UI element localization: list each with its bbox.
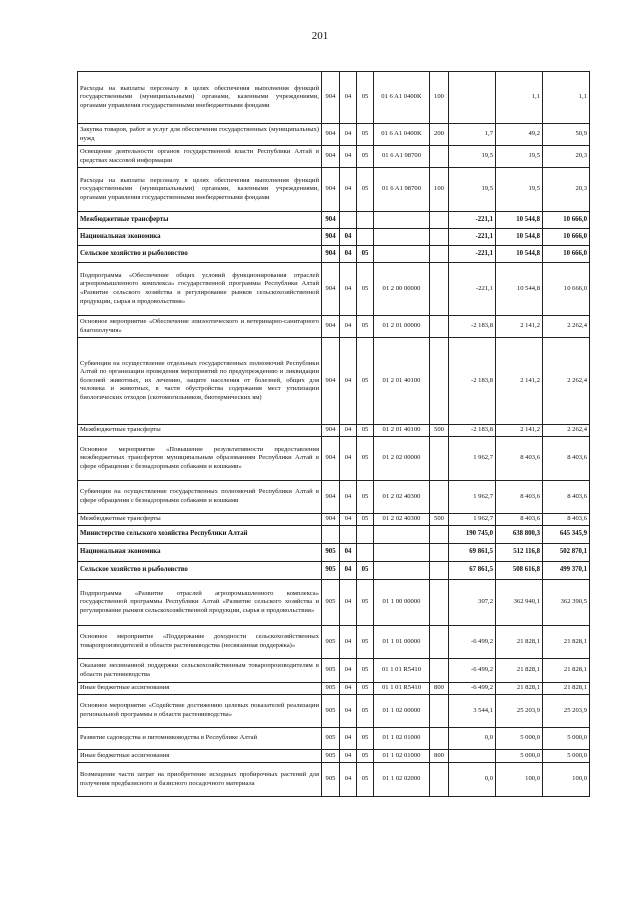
table-row (78, 526, 590, 544)
cell-amount-1: 19,5 (449, 168, 496, 212)
cell-subsection: 05 (357, 72, 374, 124)
cell-admin-code: 904 (322, 263, 340, 316)
cell-name: Основное мероприятие «Поддержание доходности сельскохозяйственных товаропроизводителей в области растениеводства (несвязанная поддержка)» (78, 626, 322, 659)
cell-section: 04 (340, 763, 357, 797)
cell-target-article: 01 1 02 00000 (374, 695, 430, 728)
cell-admin-code: 904 (322, 146, 340, 168)
cell-section: 04 (340, 168, 357, 212)
cell-subsection (357, 544, 374, 562)
cell-amount-1: 3 544,1 (449, 695, 496, 728)
cell-expense-type: 100 (430, 72, 449, 124)
cell-admin-code: 905 (322, 544, 340, 562)
table-row (78, 750, 590, 763)
cell-section: 04 (340, 626, 357, 659)
cell-amount-2: 512 116,8 (496, 544, 543, 562)
cell-expense-type (430, 544, 449, 562)
cell-subsection: 05 (357, 437, 374, 481)
cell-section: 04 (340, 544, 357, 562)
table-row (78, 263, 590, 316)
cell-name: Субвенции на осуществление отдельных государственных полномочий Республики Алтай по организации проведения мероприятий по предупреждению и ликвидации болезней животных, их лечению, защите населения от болезней, общих для человека и животных, в части обустройства содержания мест утилизации биологических отходов (скотомогильников, биотермических ям) (78, 338, 322, 425)
table-row (78, 695, 590, 728)
cell-target-article: 01 2 01 00000 (374, 316, 430, 338)
cell-section (340, 526, 357, 544)
cell-subsection: 05 (357, 246, 374, 263)
cell-amount-3: 502 870,1 (543, 544, 590, 562)
cell-amount-2: 10 544,8 (496, 212, 543, 229)
cell-amount-1: 0,0 (449, 763, 496, 797)
cell-amount-2: 2 141,2 (496, 425, 543, 437)
budget-table (77, 71, 590, 797)
cell-target-article (374, 229, 430, 246)
cell-section: 04 (340, 481, 357, 514)
table-row (78, 425, 590, 437)
cell-admin-code: 904 (322, 246, 340, 263)
cell-admin-code: 905 (322, 683, 340, 695)
cell-name: Основное мероприятие «Повышение результативности предоставления межбюджетных трансфертов муниципальным образованиям Республики Алтай в сфере обращения с безнадзорными собаками и кошками» (78, 437, 322, 481)
cell-amount-2: 8 403,6 (496, 481, 543, 514)
cell-section: 04 (340, 316, 357, 338)
cell-admin-code: 904 (322, 124, 340, 146)
cell-amount-1: 67 861,5 (449, 562, 496, 580)
cell-amount-1: 1 962,7 (449, 437, 496, 481)
cell-target-article: 01 6 A1 98700 (374, 146, 430, 168)
cell-amount-1: -2 183,8 (449, 338, 496, 425)
cell-amount-2: 8 403,6 (496, 437, 543, 481)
cell-section: 04 (340, 683, 357, 695)
cell-target-article: 01 6 A1 0400K (374, 124, 430, 146)
cell-admin-code (322, 526, 340, 544)
cell-name: Национальная экономика (78, 229, 322, 246)
cell-amount-3: 21 828,1 (543, 626, 590, 659)
cell-target-article: 01 1 02 01000 (374, 750, 430, 763)
cell-admin-code: 905 (322, 562, 340, 580)
cell-amount-3: 25 203,9 (543, 695, 590, 728)
cell-subsection: 05 (357, 580, 374, 626)
cell-amount-3: 5 000,0 (543, 728, 590, 750)
cell-expense-type (430, 316, 449, 338)
cell-amount-3: 2 262,4 (543, 316, 590, 338)
cell-amount-2: 5 000,0 (496, 750, 543, 763)
cell-admin-code: 904 (322, 168, 340, 212)
cell-amount-1: 1 962,7 (449, 481, 496, 514)
cell-amount-2: 21 828,1 (496, 683, 543, 695)
table-row (78, 763, 590, 797)
cell-expense-type (430, 338, 449, 425)
cell-subsection: 05 (357, 562, 374, 580)
cell-admin-code: 904 (322, 212, 340, 229)
cell-name: Межбюджетные трансферты (78, 514, 322, 526)
cell-target-article: 01 2 00 00000 (374, 263, 430, 316)
cell-expense-type (430, 626, 449, 659)
table-row (78, 146, 590, 168)
cell-amount-3: 10 666,0 (543, 246, 590, 263)
cell-admin-code: 904 (322, 437, 340, 481)
cell-amount-1: -6 499,2 (449, 626, 496, 659)
cell-section (340, 212, 357, 229)
cell-expense-type: 100 (430, 168, 449, 212)
cell-section: 04 (340, 146, 357, 168)
cell-amount-2: 2 141,2 (496, 316, 543, 338)
cell-subsection: 05 (357, 626, 374, 659)
cell-expense-type (430, 526, 449, 544)
cell-name: Основное мероприятие «Обеспечение эпизоотического и ветеринарно-санитарного благополучия» (78, 316, 322, 338)
cell-admin-code: 904 (322, 481, 340, 514)
cell-expense-type (430, 246, 449, 263)
cell-subsection: 05 (357, 263, 374, 316)
cell-expense-type: 800 (430, 750, 449, 763)
cell-subsection: 05 (357, 338, 374, 425)
cell-section: 04 (340, 514, 357, 526)
cell-admin-code: 905 (322, 728, 340, 750)
cell-target-article (374, 526, 430, 544)
cell-name: Освещение деятельности органов государственной власти Республики Алтай в средствах массовой информации (78, 146, 322, 168)
cell-section: 04 (340, 659, 357, 683)
cell-section: 04 (340, 750, 357, 763)
cell-amount-2: 2 141,2 (496, 338, 543, 425)
cell-amount-3: 2 262,4 (543, 425, 590, 437)
table-row (78, 626, 590, 659)
cell-section: 04 (340, 229, 357, 246)
cell-section: 04 (340, 72, 357, 124)
cell-amount-2: 8 403,6 (496, 514, 543, 526)
cell-amount-1: -221,1 (449, 229, 496, 246)
cell-admin-code: 905 (322, 659, 340, 683)
cell-admin-code: 905 (322, 695, 340, 728)
cell-subsection (357, 212, 374, 229)
cell-amount-3: 8 403,6 (543, 437, 590, 481)
cell-amount-2: 10 544,8 (496, 263, 543, 316)
cell-amount-2: 362 940,1 (496, 580, 543, 626)
cell-amount-3: 5 000,0 (543, 750, 590, 763)
cell-name: Национальная экономика (78, 544, 322, 562)
cell-target-article: 01 1 00 00000 (374, 580, 430, 626)
cell-admin-code: 904 (322, 72, 340, 124)
cell-name: Иные бюджетные ассигнования (78, 683, 322, 695)
cell-subsection: 05 (357, 514, 374, 526)
cell-subsection: 05 (357, 750, 374, 763)
cell-target-article: 01 2 02 40300 (374, 481, 430, 514)
cell-amount-1 (449, 750, 496, 763)
cell-amount-3: 10 666,0 (543, 263, 590, 316)
cell-name: Межбюджетные трансферты (78, 425, 322, 437)
cell-subsection: 05 (357, 481, 374, 514)
cell-target-article: 01 2 01 40100 (374, 425, 430, 437)
cell-amount-1: 19,5 (449, 146, 496, 168)
cell-expense-type: 800 (430, 683, 449, 695)
cell-subsection: 05 (357, 728, 374, 750)
cell-amount-3: 8 403,6 (543, 481, 590, 514)
cell-target-article: 01 1 01 R5410 (374, 659, 430, 683)
cell-amount-2: 638 800,3 (496, 526, 543, 544)
cell-subsection: 05 (357, 124, 374, 146)
table-row (78, 72, 590, 124)
cell-name: Сельское хозяйство и рыболовство (78, 562, 322, 580)
cell-subsection (357, 526, 374, 544)
cell-admin-code: 905 (322, 580, 340, 626)
cell-subsection: 05 (357, 146, 374, 168)
cell-amount-3: 10 666,0 (543, 212, 590, 229)
cell-amount-3: 8 403,6 (543, 514, 590, 526)
cell-target-article (374, 544, 430, 562)
cell-amount-1: -2 183,8 (449, 425, 496, 437)
cell-name: Оказание несвязанной поддержки сельскохозяйственным товаропроизводителям в области растениеводства (78, 659, 322, 683)
cell-section: 04 (340, 124, 357, 146)
cell-amount-1: 69 861,5 (449, 544, 496, 562)
table-row (78, 168, 590, 212)
cell-name: Развитие садоводства и питомниководства в Республике Алтай (78, 728, 322, 750)
cell-amount-2: 1,1 (496, 72, 543, 124)
cell-amount-2: 21 828,1 (496, 626, 543, 659)
cell-target-article (374, 212, 430, 229)
cell-expense-type: 200 (430, 124, 449, 146)
cell-name: Основное мероприятие «Содействие достижению целевых показателей реализации региональной программы в области растениеводства» (78, 695, 322, 728)
cell-section: 04 (340, 728, 357, 750)
cell-name: Расходы на выплаты персоналу в целях обеспечения выполнения функций государственными (муниципальными) органами, казенными учреждениями, органами управления государственными внебюджетными фондами (78, 168, 322, 212)
cell-amount-3: 20,3 (543, 168, 590, 212)
table-row (78, 728, 590, 750)
cell-expense-type (430, 437, 449, 481)
cell-name: Министерство сельского хозяйства Республики Алтай (78, 526, 322, 544)
cell-amount-1: 307,2 (449, 580, 496, 626)
cell-amount-3: 499 370,1 (543, 562, 590, 580)
cell-amount-2: 10 544,8 (496, 229, 543, 246)
cell-target-article: 01 2 02 40300 (374, 514, 430, 526)
cell-target-article: 01 2 02 00000 (374, 437, 430, 481)
cell-amount-2: 19,5 (496, 168, 543, 212)
cell-amount-1: -6 499,2 (449, 683, 496, 695)
cell-target-article: 01 1 02 01000 (374, 728, 430, 750)
cell-expense-type: 500 (430, 425, 449, 437)
cell-admin-code: 904 (322, 338, 340, 425)
cell-name: Субвенции на осуществление государственных полномочий Республики Алтай в сфере обращения с безнадзорными собаками и кошками (78, 481, 322, 514)
cell-amount-3: 100,0 (543, 763, 590, 797)
table-row (78, 316, 590, 338)
cell-name: Межбюджетные трансферты (78, 212, 322, 229)
cell-subsection: 05 (357, 168, 374, 212)
cell-amount-3: 2 262,4 (543, 338, 590, 425)
cell-amount-3: 10 666,0 (543, 229, 590, 246)
table-row (78, 659, 590, 683)
cell-subsection: 05 (357, 695, 374, 728)
cell-admin-code: 904 (322, 316, 340, 338)
cell-expense-type (430, 728, 449, 750)
cell-name: Возмещение части затрат на приобретение исходных пробирочных растений для получения предбазисного и базисного посадочного материала (78, 763, 322, 797)
cell-amount-1: -6 499,2 (449, 659, 496, 683)
cell-section: 04 (340, 695, 357, 728)
cell-target-article: 01 2 01 40100 (374, 338, 430, 425)
cell-section: 04 (340, 246, 357, 263)
cell-name: Закупка товаров, работ и услуг для обеспечения государственных (муниципальных) нужд (78, 124, 322, 146)
cell-section: 04 (340, 263, 357, 316)
cell-name: Иные бюджетные ассигнования (78, 750, 322, 763)
cell-amount-1: 1 962,7 (449, 514, 496, 526)
table-row (78, 481, 590, 514)
cell-subsection: 05 (357, 659, 374, 683)
table-row (78, 544, 590, 562)
cell-section: 04 (340, 580, 357, 626)
cell-amount-2: 10 544,8 (496, 246, 543, 263)
cell-amount-1: 0,0 (449, 728, 496, 750)
cell-amount-3: 20,3 (543, 146, 590, 168)
cell-target-article: 01 1 01 00000 (374, 626, 430, 659)
cell-section: 04 (340, 562, 357, 580)
cell-amount-3: 21 828,1 (543, 683, 590, 695)
cell-amount-1 (449, 72, 496, 124)
cell-amount-3: 362 390,5 (543, 580, 590, 626)
cell-name: Расходы на выплаты персоналу в целях обеспечения выполнения функций государственными (муниципальными) органами, казенными учреждениями, органами управления государственными внебюджетными фондами (78, 72, 322, 124)
page-number: 201 (311, 30, 329, 42)
cell-admin-code: 905 (322, 626, 340, 659)
cell-admin-code: 905 (322, 750, 340, 763)
table-row (78, 124, 590, 146)
cell-target-article: 01 6 A1 0400K (374, 72, 430, 124)
cell-amount-1: 190 745,0 (449, 526, 496, 544)
cell-name: Сельское хозяйство и рыболовство (78, 246, 322, 263)
cell-amount-2: 100,0 (496, 763, 543, 797)
cell-subsection: 05 (357, 425, 374, 437)
table-row (78, 562, 590, 580)
cell-amount-1: -221,1 (449, 246, 496, 263)
cell-amount-3: 50,9 (543, 124, 590, 146)
cell-target-article: 01 6 A1 98700 (374, 168, 430, 212)
table-row (78, 580, 590, 626)
cell-expense-type: 500 (430, 514, 449, 526)
cell-expense-type (430, 229, 449, 246)
cell-subsection: 05 (357, 316, 374, 338)
cell-amount-2: 19,5 (496, 146, 543, 168)
cell-amount-1: -221,1 (449, 263, 496, 316)
cell-section: 04 (340, 425, 357, 437)
cell-name: Подпрограмма «Развитие отраслей агропромышленного комплекса» государственной программы Республики Алтай «Развитие сельского хозяйства и регулирование рынков сельскохозяйственной продукции, сырья и продовольствия» (78, 580, 322, 626)
cell-section: 04 (340, 437, 357, 481)
cell-amount-2: 21 828,1 (496, 659, 543, 683)
table-row (78, 229, 590, 246)
cell-amount-2: 508 616,8 (496, 562, 543, 580)
cell-target-article (374, 562, 430, 580)
cell-admin-code: 904 (322, 229, 340, 246)
cell-amount-2: 49,2 (496, 124, 543, 146)
cell-admin-code: 904 (322, 425, 340, 437)
cell-amount-1: -2 183,8 (449, 316, 496, 338)
cell-subsection: 05 (357, 763, 374, 797)
cell-amount-3: 1,1 (543, 72, 590, 124)
cell-expense-type (430, 695, 449, 728)
cell-section: 04 (340, 338, 357, 425)
cell-target-article (374, 246, 430, 263)
table-row (78, 683, 590, 695)
cell-admin-code: 905 (322, 763, 340, 797)
cell-expense-type (430, 763, 449, 797)
cell-expense-type (430, 562, 449, 580)
cell-amount-3: 21 828,1 (543, 659, 590, 683)
table-row (78, 212, 590, 229)
cell-name: Подпрограмма «Обеспечение общих условий функционирования отраслей агропромышленного комплекса» государственной программы Республики Алтай «Развитие сельского хозяйства и регулирование рынков сельскохозяйственной продукции, сырья и продовольствия» (78, 263, 322, 316)
table-row (78, 246, 590, 263)
table-row (78, 338, 590, 425)
cell-expense-type (430, 263, 449, 316)
cell-expense-type (430, 659, 449, 683)
table-row (78, 514, 590, 526)
cell-amount-1: 1,7 (449, 124, 496, 146)
cell-amount-2: 25 203,9 (496, 695, 543, 728)
cell-expense-type (430, 212, 449, 229)
table-row (78, 437, 590, 481)
cell-amount-3: 645 345,9 (543, 526, 590, 544)
cell-admin-code: 904 (322, 514, 340, 526)
cell-amount-1: -221,1 (449, 212, 496, 229)
cell-expense-type (430, 146, 449, 168)
cell-target-article: 01 1 01 R5410 (374, 683, 430, 695)
cell-subsection (357, 229, 374, 246)
cell-subsection: 05 (357, 683, 374, 695)
cell-expense-type (430, 580, 449, 626)
budget-table-body (78, 72, 590, 797)
cell-expense-type (430, 481, 449, 514)
cell-target-article: 01 1 02 02000 (374, 763, 430, 797)
cell-amount-2: 5 000,0 (496, 728, 543, 750)
